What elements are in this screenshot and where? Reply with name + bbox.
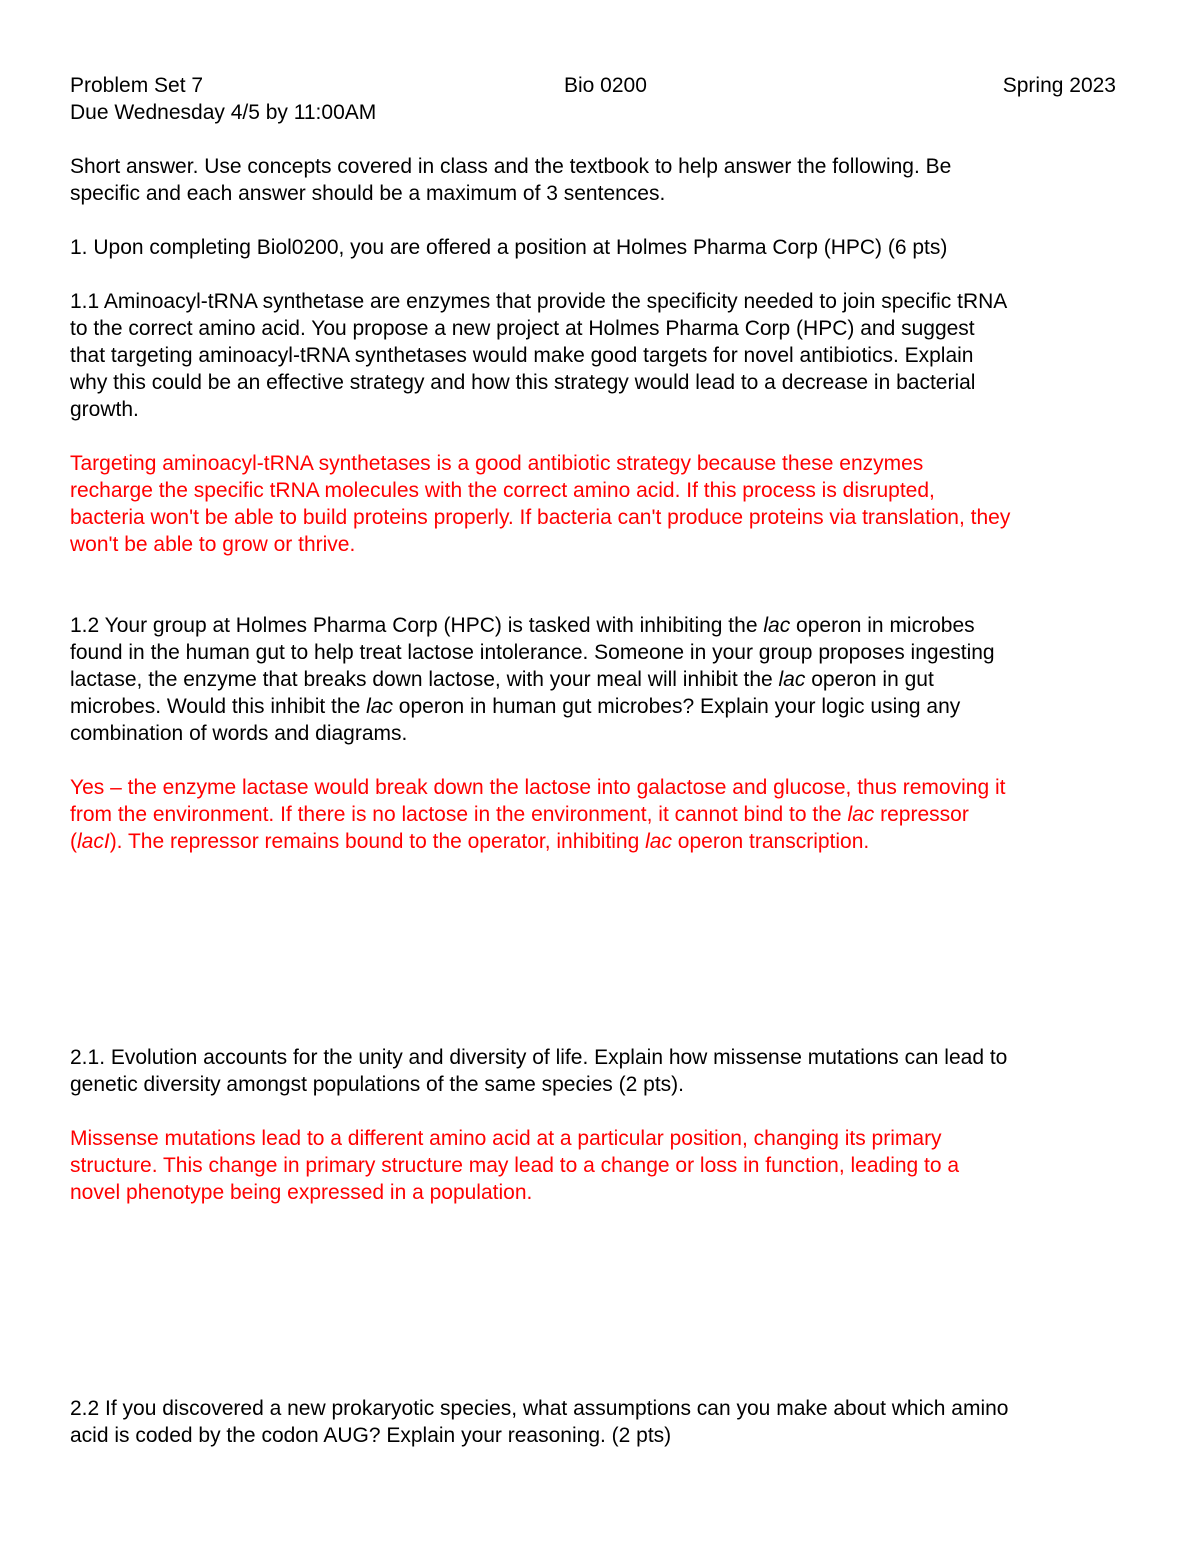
text-run: operon in human gut microbes? Explain your logic using any — [392, 695, 961, 718]
text-run: microbes. Would this inhibit the — [70, 695, 367, 718]
text-run: ( — [70, 830, 77, 853]
answer-line: won't be able to grow or thrive. — [70, 533, 356, 556]
text-run: operon transcription. — [671, 830, 870, 853]
answer-line: Yes – the enzyme lactase would break down the lactose into galactose and glucose, thus removing it — [70, 776, 1006, 799]
question-1-title: 1. Upon completing Biol0200, you are offered a position at Holmes Pharma Corp (HPC) (6 pts) — [70, 236, 948, 259]
question-line: to the correct amino acid. You propose a new project at Holmes Pharma Corp (HPC) and suggest — [70, 317, 975, 340]
question-line: growth. — [70, 398, 139, 421]
question-1-2 — [70, 612, 1130, 747]
instructions-line: specific and each answer should be a maximum of 3 sentences. — [70, 182, 666, 205]
answer-1-2 — [70, 774, 1130, 855]
document-page — [70, 72, 1130, 1449]
question-line: found in the human gut to help treat lactose intolerance. Someone in your group proposes ingesting — [70, 641, 995, 664]
text-run: from the environment. If there is no lactose in the environment, it cannot bind to the — [70, 803, 848, 826]
italic-gene-name: lac — [847, 803, 875, 826]
term-label: Spring 2023 — [1002, 74, 1116, 97]
italic-gene-name: lac — [366, 695, 393, 718]
answer-line: bacteria won't be able to build proteins properly. If bacteria can't produce proteins via translation, they — [70, 506, 1011, 529]
instructions-line: Short answer. Use concepts covered in class and the textbook to help answer the following. Be — [70, 155, 952, 178]
question-line: combination of words and diagrams. — [70, 722, 408, 745]
answer-line: novel phenotype being expressed in a population. — [70, 1181, 533, 1204]
question-line: that targeting aminoacyl-tRNA synthetases would make good targets for novel antibiotics. Explain — [70, 344, 974, 367]
answer-line: Targeting aminoacyl-tRNA synthetases is a good antibiotic strategy because these enzymes — [70, 452, 924, 475]
italic-gene-name: lac — [778, 668, 806, 691]
question-line: 2.1. Evolution accounts for the unity and diversity of life. Explain how missense mutations can lead to — [70, 1046, 1008, 1069]
answer-line — [70, 828, 1130, 855]
question-line: genetic diversity amongst populations of the same species (2 pts). — [70, 1073, 684, 1096]
text-run: ). The repressor remains bound to the operator, inhibiting — [109, 830, 646, 853]
text-run: lactase, the enzyme that breaks down lactose, with your meal will inhibit the — [70, 668, 779, 691]
question-line — [70, 666, 1130, 693]
italic-gene-name: lac — [645, 830, 672, 853]
text-run: repressor — [874, 803, 969, 826]
answer-2-1 — [70, 1125, 1130, 1206]
italic-gene-name: lacI — [77, 830, 110, 853]
question-1-1 — [70, 288, 1130, 423]
blank-space — [70, 1206, 1130, 1395]
question-line: 1.1 Aminoacyl-tRNA synthetase are enzymes that provide the specificity needed to join specific tRNA — [70, 290, 1008, 313]
text-run: operon in microbes — [790, 614, 975, 637]
text-run: 1.2 Your group at Holmes Pharma Corp (HPC) is tasked with inhibiting the — [70, 614, 764, 637]
problem-set-label: Problem Set 7 — [70, 74, 204, 97]
question-line — [70, 612, 1130, 639]
text-run: operon in gut — [805, 668, 934, 691]
course-label: Bio 0200 — [564, 74, 647, 97]
question-line: 2.2 If you discovered a new prokaryotic species, what assumptions can you make about which amino — [70, 1397, 1009, 1420]
answer-line: recharge the specific tRNA molecules with the correct amino acid. If this process is disrupted, — [70, 479, 935, 502]
question-2-1 — [70, 1044, 1130, 1098]
due-date: Due Wednesday 4/5 by 11:00AM — [70, 101, 377, 124]
question-line: acid is coded by the codon AUG? Explain your reasoning. (2 pts) — [70, 1424, 672, 1447]
header-row — [70, 72, 1130, 99]
italic-gene-name: lac — [763, 614, 791, 637]
instructions — [70, 153, 1130, 207]
question-2-2 — [70, 1395, 1130, 1449]
answer-line: structure. This change in primary structure may lead to a change or loss in function, leading to a — [70, 1154, 960, 1177]
answer-line — [70, 801, 1130, 828]
blank-space — [70, 855, 1130, 1044]
answer-1-1 — [70, 450, 1130, 558]
answer-line: Missense mutations lead to a different amino acid at a particular position, changing its primary — [70, 1127, 942, 1150]
question-line — [70, 693, 1130, 720]
question-line: why this could be an effective strategy and how this strategy would lead to a decrease in bacterial — [70, 371, 976, 394]
